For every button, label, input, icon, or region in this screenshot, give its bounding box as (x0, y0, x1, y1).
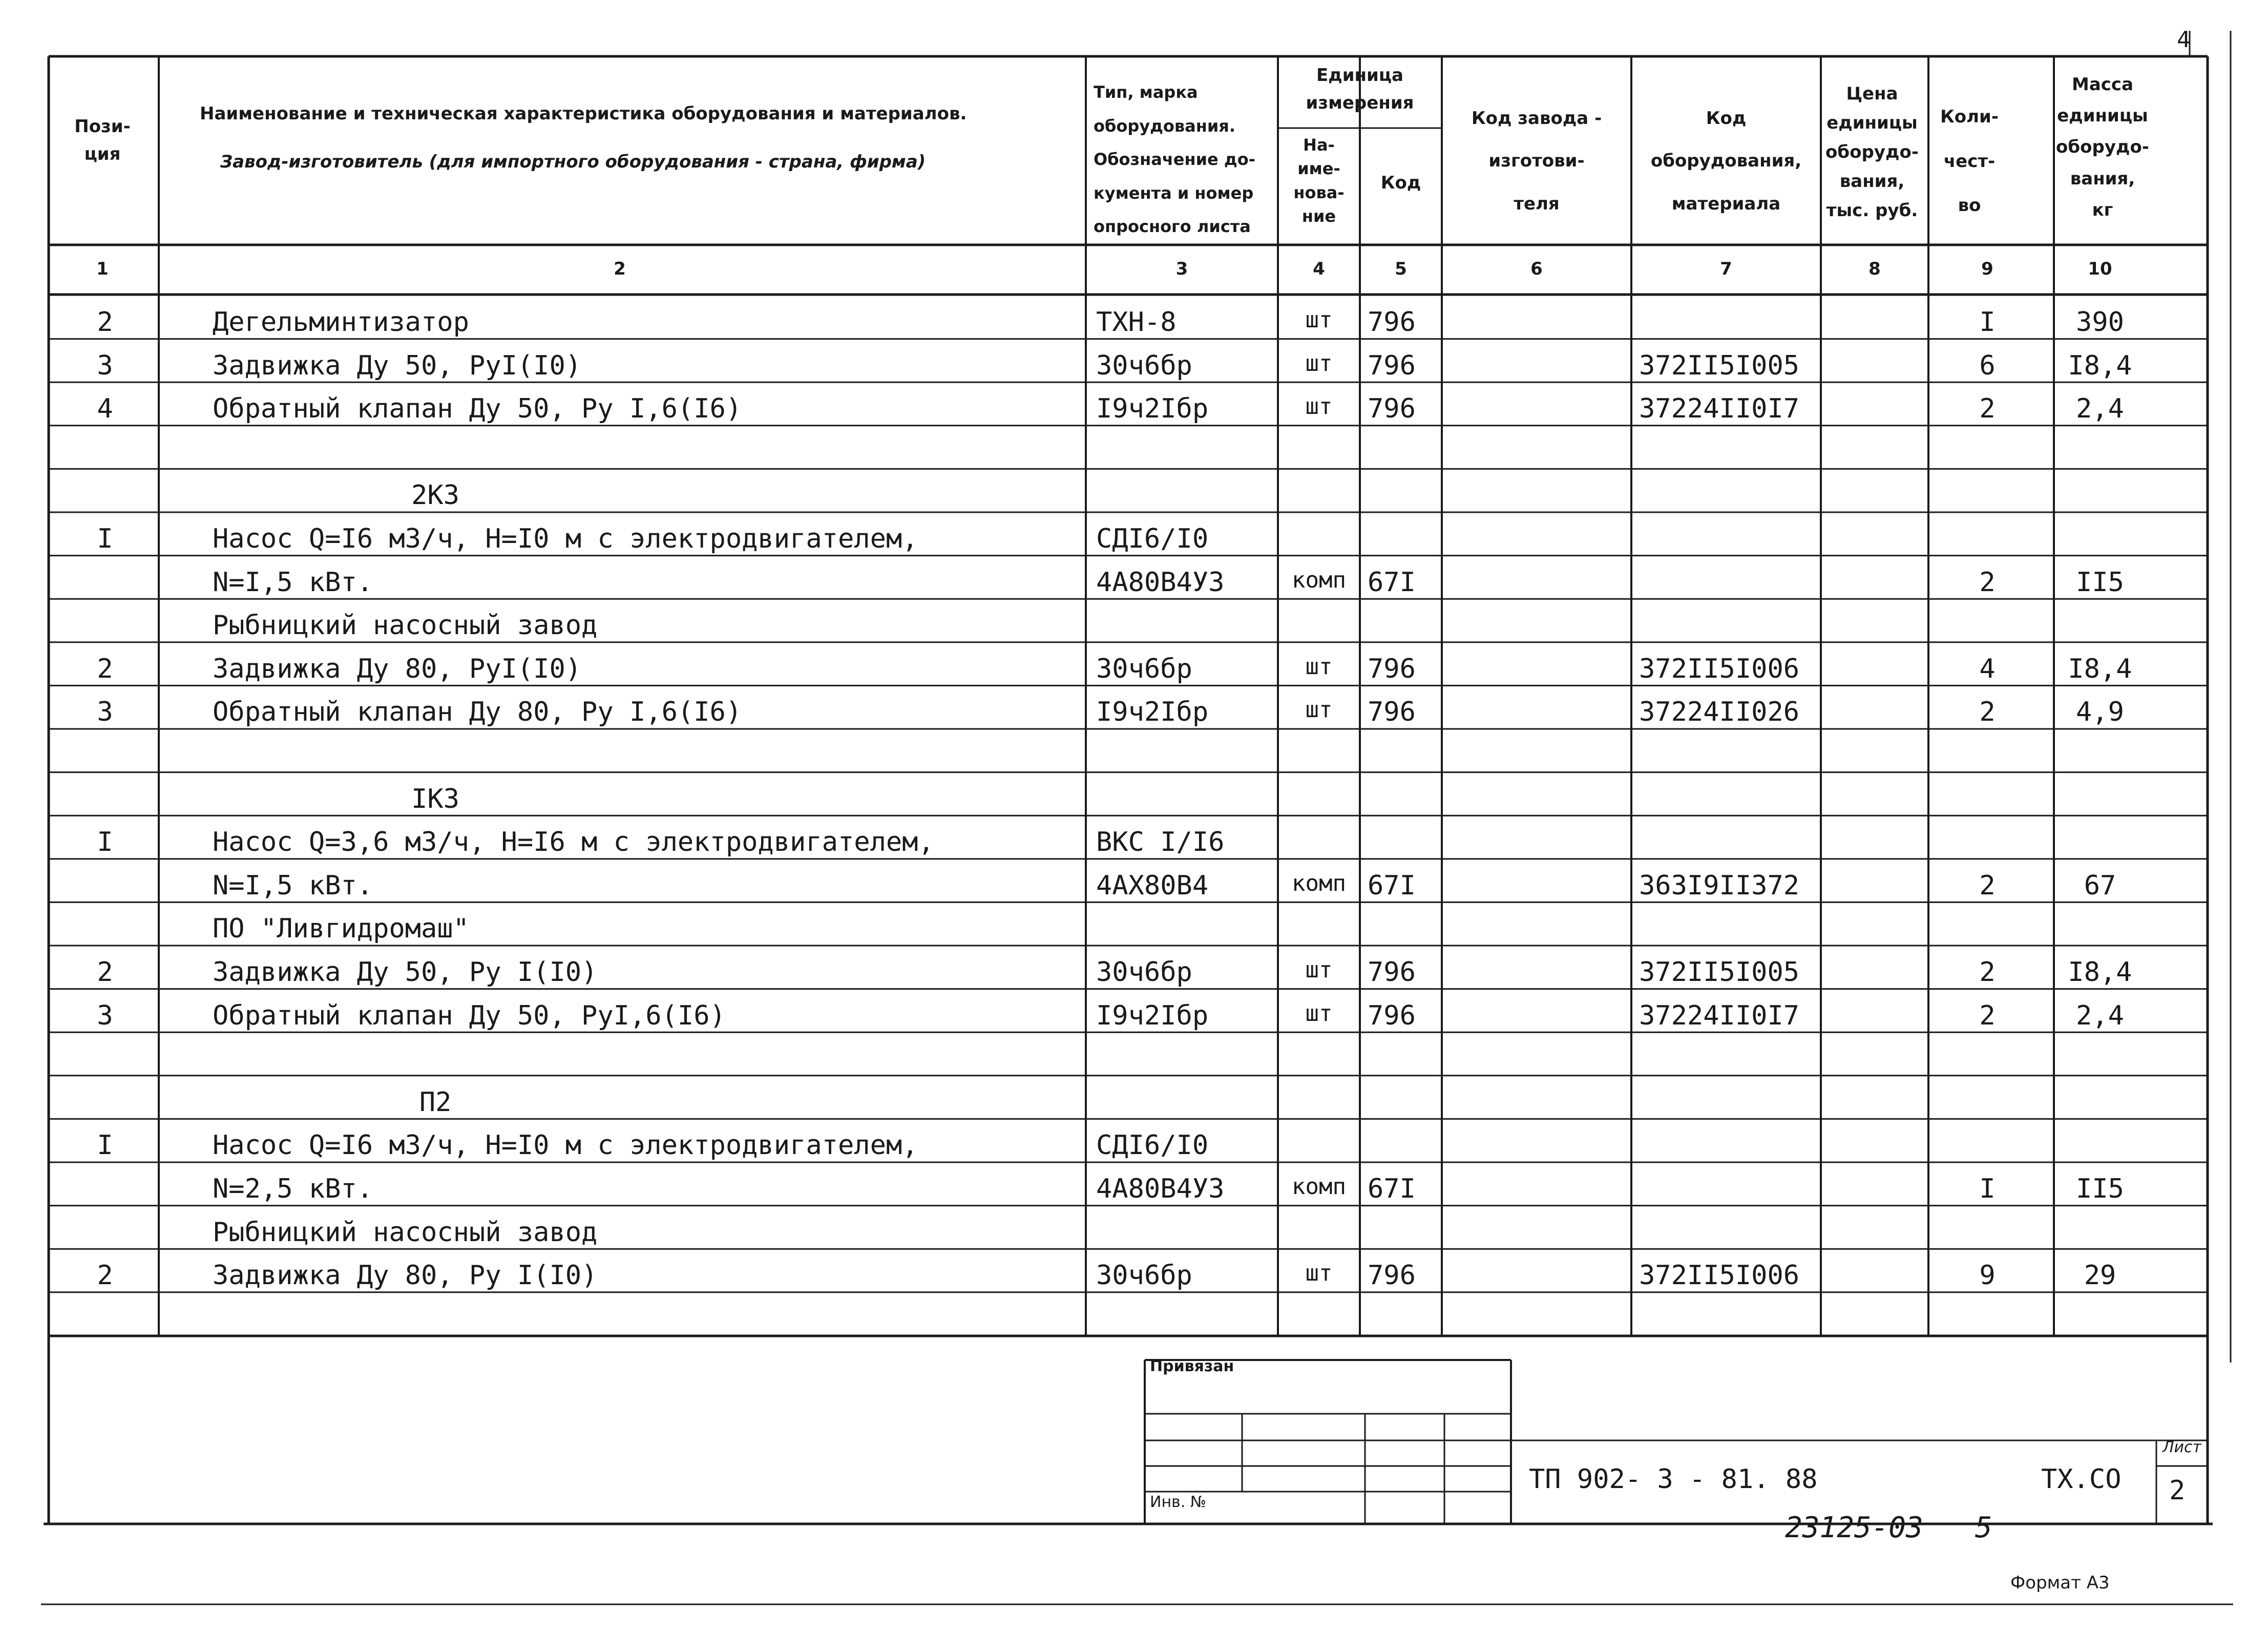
colnum-5: 5 (1395, 259, 1407, 279)
stamp-privyazan: Привязан (1150, 1357, 1234, 1375)
cell-type: I9ч2Iбр (1096, 697, 1209, 728)
cell-unit-code: 67I (1368, 1174, 1416, 1204)
cell-pos: 3 (97, 697, 113, 728)
cell-unit: комп (1292, 870, 1346, 896)
header-price: Цена единицы оборудо- вания, тыс. руб. (1825, 83, 1919, 221)
cell-name: N=I,5 кВт. (213, 567, 373, 598)
cell-type: 30ч6бр (1096, 653, 1192, 684)
cell-type: ВКС I/I6 (1096, 827, 1225, 858)
cell-name: П2 (419, 1086, 452, 1118)
cell-type: 4АХ80В4 (1096, 870, 1209, 901)
cell-type: СДI6/I0 (1096, 1130, 1209, 1161)
cell-unit-code: 67I (1368, 870, 1416, 901)
cell-mass: 390 (2076, 307, 2124, 338)
section-code: ТХ.СО (2041, 1464, 2122, 1495)
format-label: Формат А3 (2010, 1573, 2110, 1593)
cell-code: 372II5I006 (1639, 653, 1800, 684)
cell-name: Задвижка Ду 80, Ру I(I0) (213, 1260, 598, 1291)
cell-unit-code: 796 (1368, 1000, 1416, 1031)
cell-name: Рыбницкий насосный завод (213, 1217, 598, 1248)
cell-qty: 2 (1979, 870, 1996, 901)
cell-name: Обратный клапан Ду 50, РуI,6(I6) (213, 1000, 726, 1031)
cell-qty: 2 (1979, 567, 1996, 598)
cell-code: 37224II0I7 (1639, 1000, 1800, 1031)
cell-pos: 3 (97, 350, 113, 381)
cell-type: ТХН-8 (1096, 307, 1177, 338)
cell-pos: 2 (97, 307, 113, 338)
cell-mass: II5 (2076, 1174, 2124, 1204)
stamp-inv-no: Инв. № (1150, 1493, 1207, 1511)
cell-mass: I8,4 (2068, 653, 2132, 684)
header-unit-name: На- име- нова- ние (1293, 135, 1345, 226)
cell-mass: 29 (2084, 1260, 2116, 1291)
cell-unit-code: 796 (1368, 350, 1416, 381)
colnum-9: 9 (1981, 259, 1993, 279)
cell-qty: I (1979, 1174, 1996, 1204)
colnum-10: 10 (2088, 259, 2112, 279)
cell-mass: 2,4 (2076, 393, 2124, 425)
cell-unit: шт (1305, 653, 1333, 680)
colnum-8: 8 (1868, 259, 1881, 279)
cell-qty: I (1979, 307, 1996, 338)
cell-unit: шт (1305, 697, 1333, 723)
sheet-number: 2 (2169, 1475, 2186, 1506)
cell-name: Задвижка Ду 80, РуI(I0) (213, 653, 582, 684)
header-factory-code: Код завода - изготови- теля (1471, 108, 1602, 214)
cell-pos: I (97, 1130, 113, 1161)
cell-name: N=I,5 кВт. (213, 870, 373, 901)
sheet-label: Лист (2162, 1438, 2202, 1456)
cell-type: СДI6/I0 (1096, 524, 1209, 554)
cell-unit-code: 67I (1368, 567, 1416, 598)
colnum-7: 7 (1720, 259, 1732, 279)
header-unit-group: Единица измерения (1306, 65, 1414, 114)
cell-name: 2К3 (411, 480, 459, 511)
cell-name: Задвижка Ду 50, РуI(I0) (213, 350, 582, 381)
cell-name: ПО "Ливгидромаш" (213, 913, 469, 945)
cell-code: 363I9II372 (1639, 870, 1800, 901)
cell-code: 37224II026 (1639, 697, 1800, 728)
cell-type: I9ч2Iбр (1096, 1000, 1209, 1031)
cell-unit: шт (1305, 1260, 1333, 1287)
header-equipment-code: Код оборудования, материала (1650, 108, 1802, 214)
cell-unit-code: 796 (1368, 393, 1416, 425)
cell-mass: 67 (2084, 870, 2116, 901)
cell-unit-code: 796 (1368, 653, 1416, 684)
page-number: 4 (2177, 27, 2191, 53)
cell-mass: II5 (2076, 567, 2124, 598)
cell-type: 4А80В4У3 (1096, 567, 1225, 598)
header-type: Тип, марка оборудования. Обозначение до- кумента и номер опросного листа (1094, 82, 1255, 237)
cell-qty: 6 (1979, 350, 1996, 381)
cell-unit-code: 796 (1368, 697, 1416, 728)
cell-name: Дегельминтизатор (213, 307, 469, 338)
colnum-1: 1 (96, 259, 109, 279)
colnum-6: 6 (1530, 259, 1543, 279)
header-name: Наименование и техническая характеристика оборудования и материалов. Завод-изготовитель (для импортного оборудования - страна, фирма) (200, 103, 967, 173)
cell-type: 30ч6бр (1096, 957, 1192, 988)
cell-name: Насос Q=I6 м3/ч, Н=I0 м с электродвигателем, (213, 1130, 918, 1161)
cell-name: Обратный клапан Ду 80, Ру I,6(I6) (213, 697, 742, 728)
cell-unit: шт (1305, 1000, 1333, 1027)
cell-code: 372II5I005 (1639, 350, 1800, 381)
cell-qty: 2 (1979, 697, 1996, 728)
cell-name: Насос Q=3,6 м3/ч, Н=I6 м с электродвигателем, (213, 827, 934, 858)
cell-pos: 2 (97, 1260, 113, 1291)
cell-name: Обратный клапан Ду 50, Ру I,6(I6) (213, 393, 742, 425)
header-mass: Масса единицы оборудо- вания, кг (2056, 74, 2149, 220)
cell-name: IК3 (411, 783, 459, 814)
cell-qty: 4 (1979, 653, 1996, 684)
cell-unit-code: 796 (1368, 1260, 1416, 1291)
cell-pos: 2 (97, 653, 113, 684)
cell-pos: 3 (97, 1000, 113, 1031)
header-position: Пози- ция (74, 116, 131, 165)
colnum-3: 3 (1175, 259, 1188, 279)
cell-qty: 2 (1979, 1000, 1996, 1031)
cell-mass: I8,4 (2068, 957, 2132, 988)
cell-qty: 2 (1979, 393, 1996, 425)
doc-code: ТП 902- 3 - 81. 88 (1529, 1464, 1818, 1495)
cell-name: N=2,5 кВт. (213, 1174, 373, 1204)
cell-unit: комп (1292, 1174, 1346, 1200)
cell-code: 372II5I006 (1639, 1260, 1800, 1291)
cell-pos: 2 (97, 957, 113, 988)
cell-code: 37224II0I7 (1639, 393, 1800, 425)
cell-mass: 4,9 (2076, 697, 2124, 728)
cell-code: 372II5I005 (1639, 957, 1800, 988)
cell-type: 4А80В4У3 (1096, 1174, 1225, 1204)
cell-name: Задвижка Ду 50, Ру I(I0) (213, 957, 598, 988)
cell-pos: I (97, 524, 113, 554)
cell-unit: комп (1292, 567, 1346, 593)
cell-unit: шт (1305, 350, 1333, 376)
cell-unit: шт (1305, 393, 1333, 420)
cell-pos: I (97, 827, 113, 858)
cell-mass: 2,4 (2076, 1000, 2124, 1031)
cell-unit-code: 796 (1368, 957, 1416, 988)
cell-unit-code: 796 (1368, 307, 1416, 338)
cell-type: I9ч2Iбр (1096, 393, 1209, 425)
cell-type: 30ч6бр (1096, 350, 1192, 381)
cell-name: Рыбницкий насосный завод (213, 610, 598, 641)
cell-unit: шт (1305, 957, 1333, 983)
cell-qty: 2 (1979, 957, 1996, 988)
header-quantity: Коли- чест- во (1940, 107, 1999, 216)
cell-unit: шт (1305, 307, 1333, 333)
colnum-4: 4 (1313, 259, 1325, 279)
cell-type: 30ч6бр (1096, 1260, 1192, 1291)
cell-name: Насос Q=I6 м3/ч, Н=I0 м с электродвигателем, (213, 524, 918, 554)
colnum-2: 2 (614, 259, 626, 279)
handwritten-number: 23125-03 5 (1785, 1511, 1992, 1544)
cell-pos: 4 (97, 393, 113, 425)
cell-mass: I8,4 (2068, 350, 2132, 381)
header-unit-code: Код (1380, 173, 1421, 193)
cell-qty: 9 (1979, 1260, 1996, 1291)
